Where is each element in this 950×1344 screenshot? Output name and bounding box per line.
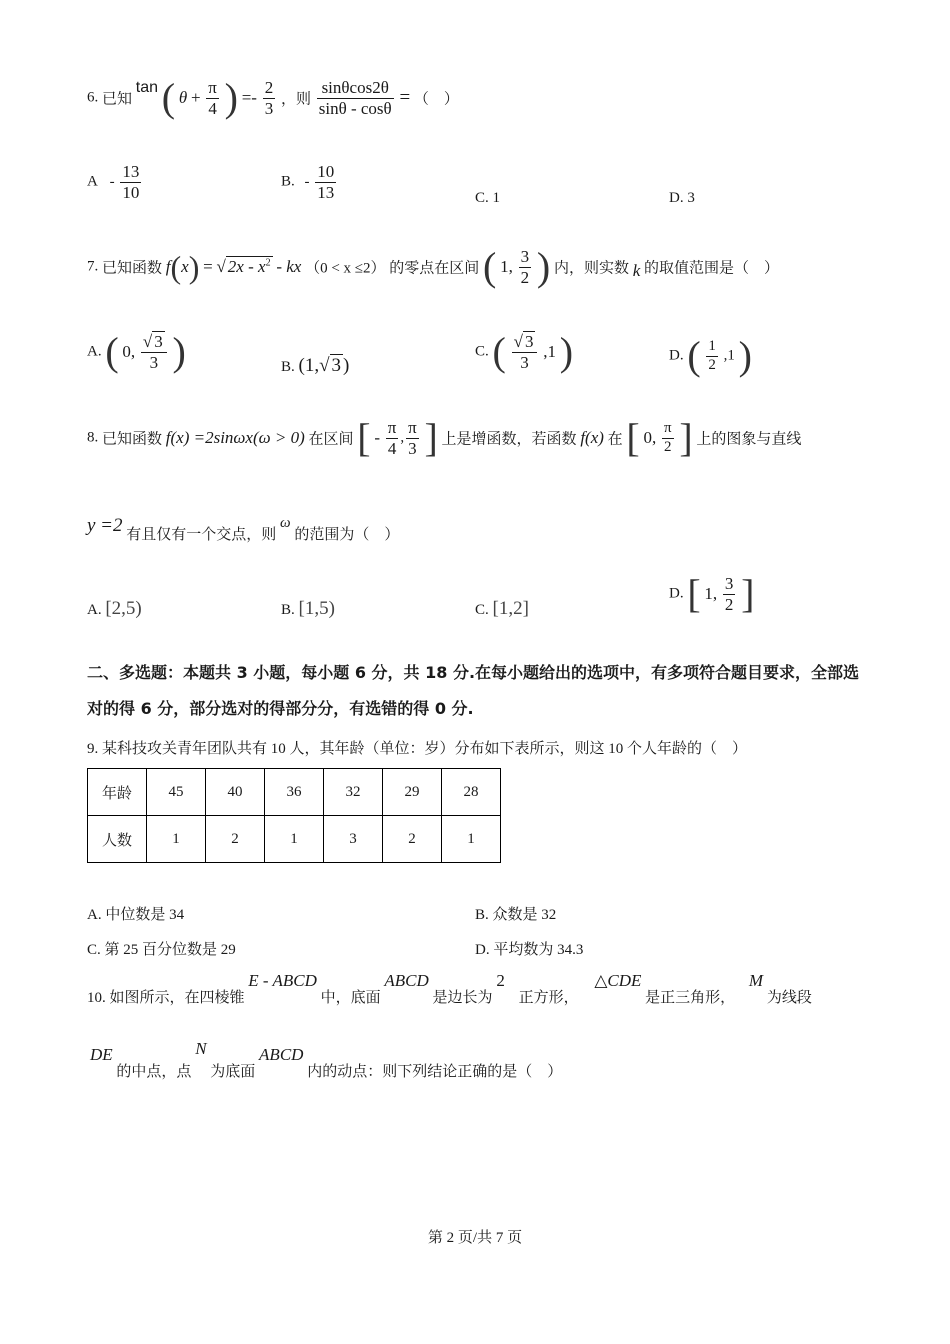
table-row: 人数 1 2 1 3 2 1 <box>88 816 501 863</box>
table-header-age: 年龄 <box>88 769 147 816</box>
q10-stem-line2: DE 的中点，点 N 为底面 ABCD 内的动点：则下列结论正确的是（ ） <box>90 1039 563 1080</box>
q8-stem-line2: y =2 有且仅有一个交点，则 ω 的范围为（ ） <box>87 515 400 543</box>
q9-option-c[interactable]: C. 第 25 百分位数是 29 <box>87 942 236 958</box>
q6-tan: tan <box>135 79 159 97</box>
q6-option-c[interactable]: C. 1 <box>475 190 501 206</box>
q7-stem: 7. 已知函数 f(x) = √ $2x - x^2$ - kx （0 < x ≤2） 的零点在区间 ( 1, $\frac{3}{2}$ ) 内，则实数 k 的取值范围是（ ） <box>87 244 780 290</box>
q6-pi-over-4: $\frac{\pi}{4}$ <box>208 78 217 118</box>
q8-stem-line1: 8. 已知函数 f(x) =2sinωx(ω > 0) 在区间 [ - $\frac{\pi}{4}$ , $\frac{\pi}{3}$ ] 上是增函数，若函数 f(x) 在 [ 0, $\frac{\pi}{2}$ ] 上的图象与直线 <box>87 415 802 461</box>
q9-option-d[interactable]: D. 平均数为 34.3 <box>475 942 584 958</box>
q9-stem: 9. 某科技攻关青年团队共有 10 人，其年龄（单位：岁）分布如下表所示，则这 10 个人年龄的（ ） <box>87 741 748 757</box>
q7-option-a[interactable]: A. ( 0, $\frac{√ 3}{3}$ ) <box>87 329 186 375</box>
q9-age-table <box>87 768 501 863</box>
q6-prefix: 已知 <box>102 91 133 108</box>
q9-option-a[interactable]: A. 中位数是 34 <box>87 907 185 923</box>
q9-option-b[interactable]: B. 众数是 32 <box>475 907 557 923</box>
q8-option-a[interactable]: A. [2,5) <box>87 598 142 619</box>
q6-two-thirds: $\frac{2}{3}$ <box>264 78 274 118</box>
section-heading-multi-choice: 二、多选题：本题共 3 小题，每小题 6 分，共 18 分.在每小题给出的选项中，有多项符合题目要求，全部选对的得 6 分，部分选对的得部分分，有选错的得 0 分. <box>87 663 860 718</box>
page-footer: 第 2 页/共 7 页 <box>427 1230 523 1246</box>
q7-option-c[interactable]: C. ( $\frac{√ 3}{3}$ ,1 ) <box>475 329 574 375</box>
q6-answer-bracket: （ ） <box>413 91 459 108</box>
q8-option-c[interactable]: C. [1,2] <box>475 598 529 619</box>
table-row: 年龄 45 40 36 32 29 28 <box>88 769 501 816</box>
q7-option-b[interactable]: B. (1,√ 3 ) <box>281 355 350 376</box>
q6-option-b[interactable]: B. - $\frac{10}{13}$ <box>281 162 335 202</box>
q8-option-b[interactable]: B. [1,5) <box>281 598 335 619</box>
q7-radicand: $2x - x^2$ <box>227 257 271 277</box>
q10-stem-line1: 10. 如图所示，在四棱锥 E - ABCD 中，底面 ABCD 是边长为 2 正方形， △CDE 是正三角形， M 为线段 <box>87 971 812 1006</box>
q6-option-a[interactable]: A - $\frac{13}{10}$ <box>87 162 140 202</box>
q6-theta: θ <box>178 88 188 108</box>
q7-domain: （0 < x ≤2） <box>305 260 386 277</box>
q6-number: 6. <box>87 89 99 106</box>
table-header-count: 人数 <box>88 816 147 863</box>
q6-option-d[interactable]: D. 3 <box>669 190 695 206</box>
q7-option-d[interactable]: D. ( $\frac{1}{2}$ ,1 ) <box>669 333 752 378</box>
q6-main-fraction: $\frac{\sin\theta\cos 2\theta}{\sin\theta - \cos\theta}$ <box>318 78 392 118</box>
q8-option-d[interactable]: D. [ 1, $\frac{3}{2}$ ] <box>669 571 755 617</box>
q6-stem: 6. 已知 tan ( θ + $\frac{\pi}{4}$ ) =- $\frac{2}{3}$ ，则 $\frac{\sin\theta\cos 2\theta}{\sin\theta - \cos\theta}$ = （ ） <box>87 75 459 121</box>
